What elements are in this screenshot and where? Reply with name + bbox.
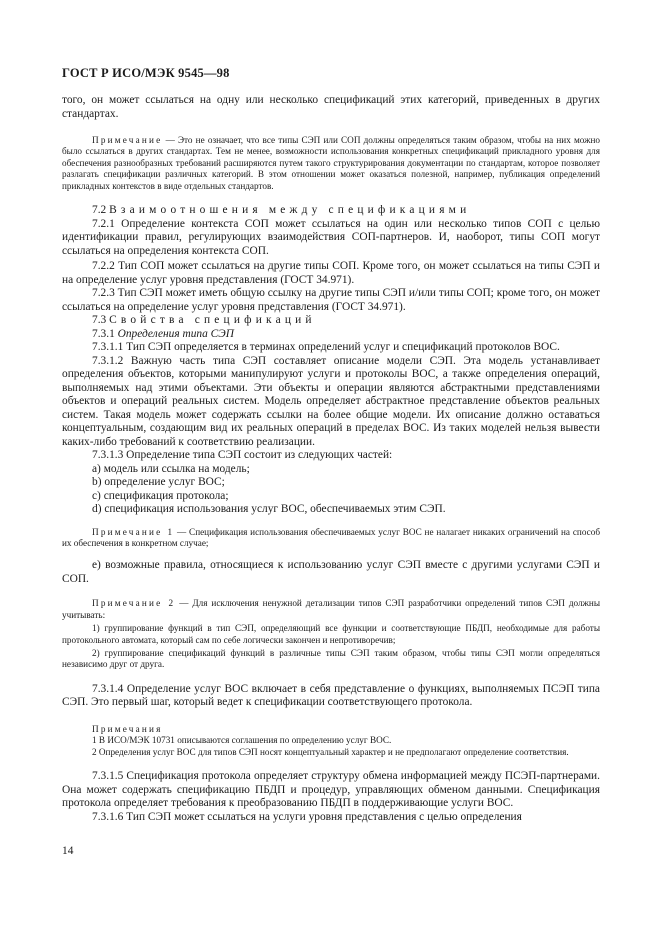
note-item: 1 В ИСО/МЭК 10731 описываются соглашения по определению услуг ВОС. (92, 735, 392, 746)
section-number: 7.3 (92, 314, 110, 327)
note-label: Примечание 1 (92, 526, 175, 537)
note-block (62, 135, 600, 192)
section-heading-7-2 (62, 204, 600, 218)
list-item: c) спецификация протокола; (92, 489, 229, 502)
list-item-e: e) возможные правила, относящиеся к использованию услуг СЭП вместе с другими услугами СЭП и СОП. (62, 559, 600, 585)
note-item: 1) группирование функций в тип СЭП, определяющий все функции и соответствующие ПБДП, необходимые для работы протокольного автомата, который сам по себе логически закончен и непротиворечив; (62, 623, 600, 645)
section-title: Определения типа СЭП (117, 327, 234, 340)
paragraph-7-3-1-3: 7.3.1.3 Определение типа СЭП состоит из следующих частей: (92, 449, 393, 462)
section-number: 7.3.1 (92, 327, 118, 340)
note-item: 2) группирование спецификаций функций в различные типы СЭП таким образом, чтобы типы СЭП могли определяться независимо друг от друга. (62, 647, 600, 670)
section-title: Свойства спецификаций (109, 314, 316, 327)
note-label: Примечание (92, 135, 163, 145)
paragraph-7-3-1-1: 7.3.1.1 Тип СЭП определяется в терминах определений услуг и спецификаций протоколов ВОС. (92, 341, 560, 354)
paragraph-7-2-2: 7.2.2 Тип СОП может ссылаться на другие типы СОП. Кроме того, он может ссылаться на типы СЭП и на определение услуг уровня представления (ГОСТ 34.971). (62, 260, 600, 286)
paragraph-continuation: того, он может ссылаться на одну или несколько спецификаций этих категорий, приведенных в других стандартах. (62, 94, 600, 120)
note-text: — Это не означает, что все типы СЭП или СОП должны определяться таким образом, чтобы на них можно было ссылаться в других стандартах. Тем не менее, возможности использования конкретных спецификаций прикладного уровня для обеспечения разнообразных требований расширяются путем такого структурирования документации по стандартам, которое позволяет разлагать спецификации различных категорий. В этом отношении может оказаться полезной, например, публикация определений прикладных контекстов в виде отдельных стандартов. (62, 135, 600, 191)
paragraph-7-2-1: 7.2.1 Определение контекста СОП может ссылаться на один или несколько типов СОП с целью идентификации правил, регулирующих взаимодействия СОП-партнеров. И, наоборот, типы СОП могут ссылаться на определения контекста СОП. (62, 217, 600, 257)
page-body (62, 94, 600, 824)
paragraph-7-3-1-2: 7.3.1.2 Важную часть типа СЭП составляет описание модели СЭП. Эта модель устанавливает определения объектов, которыми манипулируют услуги и протоколы ВОС, а также определения операций, выполняемых над этими объектами. Эти объекты и операции являются абстрактными представлениями объектов и операций реальных систем. Модель определяет абстрактное представление объектов реальных систем. Такая модель может содержать ссылки на более общие модели. Их описание должно оставаться концептуальным, создающим вид их реальных операций в пределах ВОС. Из таких моделей нельзя вывести каких-либо требований к соответствию реализации. (62, 354, 600, 448)
note-block (62, 527, 600, 550)
list-item: b) определение услуг ВОС; (92, 476, 225, 489)
note-block (62, 598, 600, 621)
section-title: Взаимоотношения между спецификациями (109, 204, 471, 217)
paragraph-7-3-1-6: 7.3.1.6 Тип СЭП может ссылаться на услуги уровня представления с целью определения (92, 810, 522, 823)
section-number: 7.2 (92, 204, 110, 217)
note-text: — Для исключения ненужной детализации типов СЭП разработчики определений типов СЭП должны учитывать: (62, 598, 600, 620)
page-header: ГОСТ Р ИСО/МЭК 9545—98 (62, 66, 230, 80)
note-label: Примечание 2 (92, 598, 176, 609)
list-item: d) спецификация использования услуг ВОС, обеспечиваемых этим СЭП. (92, 503, 446, 516)
paragraph-7-3-1-4: 7.3.1.4 Определение услуг ВОС включает в себя представление о функциях, выполняемых ПСЭП типа СЭП. Это первый шаг, который ведет к спецификации соответствующего протокола. (62, 682, 600, 709)
note-item: 2 Определения услуг ВОС для типов СЭП носят концептуальный характер и не предполагают определение соответствия. (92, 746, 569, 757)
list-item: a) модель или ссылка на модель; (92, 462, 250, 475)
section-heading-7-3-1 (62, 328, 600, 342)
section-heading-7-3 (62, 314, 600, 328)
paragraph-7-3-1-5: 7.3.1.5 Спецификация протокола определяет структуру обмена информацией между ПСЭП-партнерами. Она может содержать спецификацию ПБДП и процедур, управляющих обменом данными. Спецификация протокола определяет требования к преобразованию ПБДП в поддерживающие услуги ВОС. (62, 770, 600, 809)
paragraph-7-2-3: 7.2.3 Тип СЭП может иметь общую ссылку на другие типы СЭП и/или типы СОП; кроме того, он может ссылаться на определение услуг уровня представления (ГОСТ 34.971). (62, 287, 600, 313)
page-number: 14 (62, 845, 74, 857)
note-text: — Спецификация использования обеспечиваемых услуг ВОС не налагает никаких ограничений на способ их обеспечения в конкретном случае; (62, 526, 600, 548)
notes-label: Примечания (92, 723, 163, 734)
